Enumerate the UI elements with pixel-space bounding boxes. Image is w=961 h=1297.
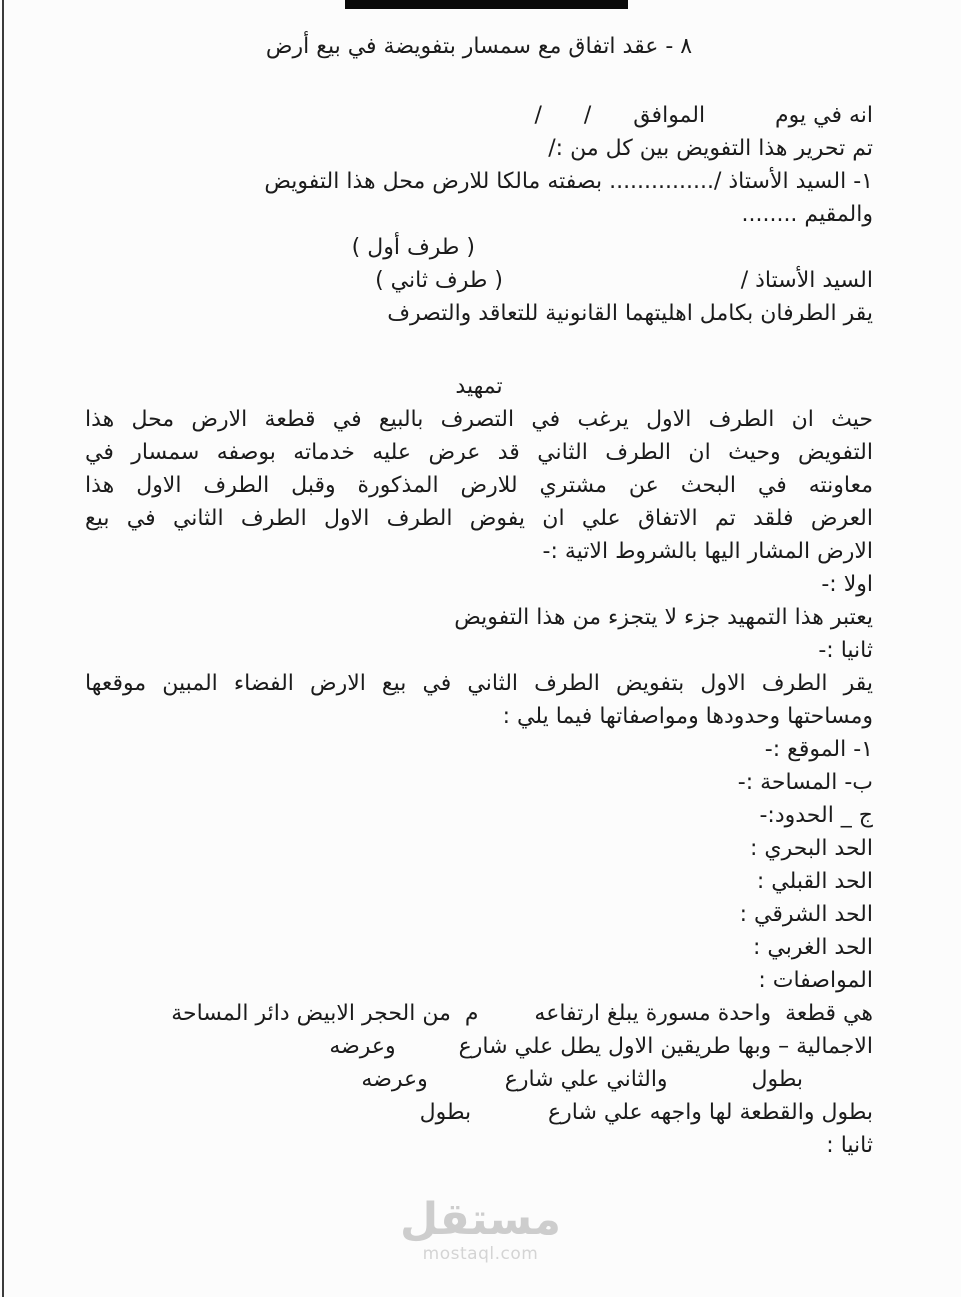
field-specifications: المواصفات :	[758, 968, 873, 993]
watermark-logo-text: مستقل	[400, 1194, 561, 1245]
spec-text: الاجمالية – وبها طريقين الاول يطل علي شارع وعرضه	[329, 1034, 873, 1059]
watermark-domain: mostaql.com	[422, 1244, 539, 1264]
document-title: ٨ - عقد اتفاق مع سمسار بتفويضة في بيع أرض	[265, 34, 693, 59]
field-border-east: الحد الشرقي :	[739, 902, 873, 927]
clause-second-text: ومساحتها وحدودها ومواصفاتها فيما يلي :	[502, 704, 873, 729]
clause-first-text: يعتبر هذا التمهيد جزء لا يتجزء من هذا التفويض	[454, 605, 873, 630]
doc-line: تم تحرير هذا التفويض بين كل من :/	[548, 136, 873, 161]
clause-second-text: يقر الطرف الاول بتفويض الطرف الثاني في بيع الارض الفضاء المبين موقعها	[85, 671, 873, 696]
doc-line-preamble: معاونته في البحث عن مشتري للارض المذكورة وقبل الطرف الاول هذا	[85, 473, 873, 498]
field-area: ب- المساحة :-	[737, 770, 873, 795]
spec-text: بطول والقطعة لها واجهه علي شارع بطول	[419, 1100, 873, 1125]
document-body	[85, 30, 873, 1162]
field-borders: ج _ الحدود:-	[759, 803, 873, 828]
field-border-west: الحد الغربي :	[753, 935, 873, 960]
clause-second-heading: ثانيا :-	[818, 638, 873, 663]
scan-redaction-bar	[345, 0, 628, 9]
doc-line-party-two: السيد الأستاذ / ( طرف ثاني )	[375, 268, 873, 293]
doc-line-preamble-end: الارض المشار اليها بالشروط الاتية :-	[542, 539, 873, 564]
doc-line-residence: والمقيم ........	[741, 202, 873, 227]
spec-text: بطول والثاني علي شارع وعرضه	[361, 1067, 803, 1092]
doc-line-preamble: حيث ان الطرف الاول يرغب في التصرف بالبيع في قطعة الارض محل هذا	[85, 407, 873, 432]
doc-line-preamble: العرض فلقد تم الاتفاق علي ان يفوض الطرف الاول الطرف الثاني في بيع	[85, 506, 873, 531]
field-border-north: الحد البحري :	[750, 836, 873, 861]
doc-line-first-party-label: ( طرف أول )	[351, 235, 475, 260]
doc-line-capacity: يقر الطرفان بكامل اهليتهما القانونية للتعاقد والتصرف	[387, 301, 873, 326]
clause-first-heading: اولا :-	[821, 572, 873, 597]
spec-text: هي قطعة واحدة مسورة يبلغ ارتفاعه م من الحجر الابيض دائر المساحة	[171, 1001, 873, 1026]
doc-line-party-one: ١- السيد الأستاذ /............... بصفته مالكا للارض محل هذا التفويض	[264, 169, 873, 194]
doc-line-preamble: التفويض وحيث ان الطرف الثاني قد عرض عليه خدماته بوصفه سمسار في	[85, 440, 873, 465]
doc-line-date: انه في يوم الموافق / /	[534, 103, 873, 128]
watermark	[0, 1196, 961, 1264]
field-location: ١- الموقع :-	[764, 737, 873, 762]
section-heading-preamble: تمهيد	[455, 374, 503, 399]
clause-second-footer: ثانيا :	[826, 1133, 873, 1158]
page-edge-line	[2, 0, 4, 1297]
field-border-south: الحد القبلي :	[756, 869, 873, 894]
